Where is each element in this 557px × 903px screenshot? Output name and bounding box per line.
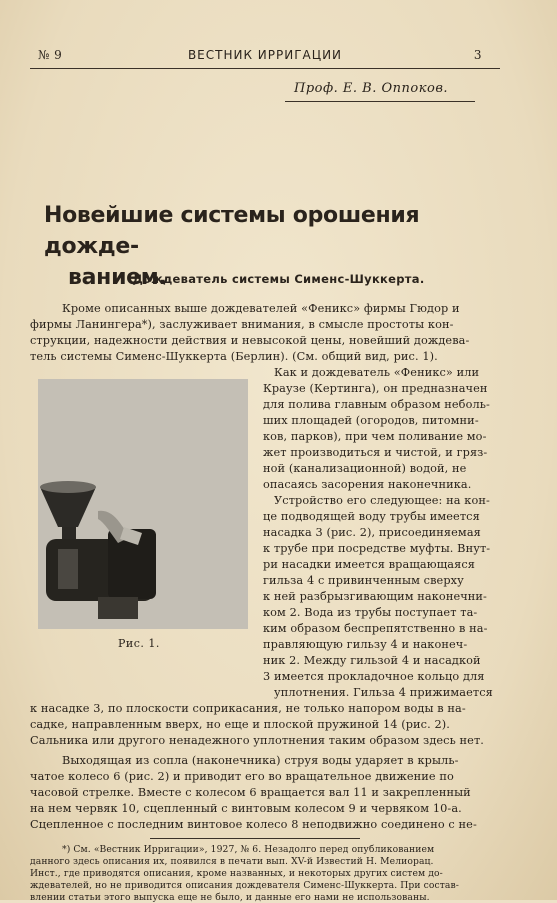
body-line: жет производиться и чистой, и гряз- xyxy=(263,446,488,459)
running-header xyxy=(30,48,500,64)
body-line: Кроме описанных выше дождевателей «Феникс» фирмы Гюдор и xyxy=(62,302,460,315)
body-line: ших площадей (огородов, питомни- xyxy=(263,414,479,427)
footnote-line: Инст., где приводятся описания, кроме названных, и некоторых других систем до- xyxy=(30,868,443,879)
header-rule xyxy=(30,68,500,69)
body-line: струкции, надежности действия и невысокой цены, новейший дождева- xyxy=(30,334,470,347)
body-line: к насадке 3, по плоскости соприкасания, не только напором воды в на- xyxy=(30,702,466,715)
author-name: Проф. Е. В. Оппоков. xyxy=(294,81,449,96)
body-line: Как и дождеватель «Феникс» или xyxy=(274,366,480,379)
body-line: ри насадки имеется вращающаяся xyxy=(263,558,476,571)
footnote-line: влении статьи этого выпуска еще не было, и данные его нами не использованы. xyxy=(30,892,430,903)
body-line: фирмы Ланингера*), заслуживает внимания, в смысле простоты кон- xyxy=(30,318,454,331)
issue-number: № 9 xyxy=(38,48,63,62)
body-line: тель системы Сименс-Шуккерта (Берлин). (См. общий вид, рис. 1). xyxy=(30,350,438,363)
page-number: 3 xyxy=(473,48,482,62)
footnote-line: данного здесь описания их, появился в печати вып. XV-й Известий Н. Мелиорац. xyxy=(30,856,434,867)
body-line: це подводящей воду трубы имеется xyxy=(263,510,480,523)
body-line: насадка 3 (рис. 2), присоединяемая xyxy=(263,526,481,539)
body-line: ник 2. Между гильзой 4 и насадкой xyxy=(263,654,481,667)
body-line: для полива главным образом неболь- xyxy=(263,398,490,411)
journal-title: ВЕСТНИК ИРРИГАЦИИ xyxy=(187,48,343,62)
author-underline xyxy=(285,101,475,102)
body-line: Сцепленное с последним винтовое колесо 8 неподвижно соединено с не- xyxy=(30,818,477,831)
body-line: садке, направленным вверх, но еще и плоской пружиной 14 (рис. 2). xyxy=(30,718,450,731)
figure-photo xyxy=(38,379,248,629)
body-line: Сальника или другого ненадежного уплотнения таким образом здесь нет. xyxy=(30,734,484,747)
body-line: Устройство его следующее: на кон- xyxy=(274,494,490,507)
figure-caption: Рис. 1. xyxy=(118,637,160,650)
body-line: ной (канализационной) водой, не xyxy=(263,462,467,475)
body-line: 3 имеется прокладочное кольцо для xyxy=(263,670,485,683)
title-line-2: ванием. xyxy=(68,265,167,290)
body-line: Выходящая из сопла (наконечника) струя воды ударяет в крыль- xyxy=(62,754,459,767)
title-line-1: Новейшие системы орошения дожде- xyxy=(44,203,420,259)
body-line: ков, парков), при чем поливание мо- xyxy=(263,430,487,443)
sprinkler-illustration xyxy=(38,379,248,629)
body-line: ким образом беспрепятственно в на- xyxy=(263,622,488,635)
body-line: ком 2. Вода из трубы поступает та- xyxy=(263,606,478,619)
body-line: чатое колесо 6 (рис. 2) и приводит его во вращательное движение по xyxy=(30,770,454,783)
footnote-line: *) См. «Вестник Ирригации», 1927, № 6. Незадолго перед опубликованием xyxy=(62,844,435,855)
footnote-line: ждевателей, но не приводится описания дождевателя Сименс-Шуккерта. При состав- xyxy=(30,880,459,891)
footnote-rule xyxy=(150,838,360,839)
article-subtitle: Дождеватель системы Сименс-Шуккерта. xyxy=(132,272,425,286)
body-line: Краузе (Кертинга), он предназначен xyxy=(263,382,488,395)
body-line: часовой стрелке. Вместе с колесом 6 вращается вал 11 и закрепленный xyxy=(30,786,471,799)
body-line: уплотнения. Гильза 4 прижимается xyxy=(274,686,493,699)
body-line: опасаясь засорения наконечника. xyxy=(263,478,472,491)
body-line: к трубе при посредстве муфты. Внут- xyxy=(263,542,491,555)
body-line: гильза 4 с привинченным сверху xyxy=(263,574,464,587)
body-line: правляющую гильзу 4 и наконеч- xyxy=(263,638,468,651)
body-line: к ней разбрызгивающим наконечни- xyxy=(263,590,487,603)
body-line: на нем червяк 10, сцепленный с винтовым колесом 9 и червяком 10-а. xyxy=(30,802,462,815)
